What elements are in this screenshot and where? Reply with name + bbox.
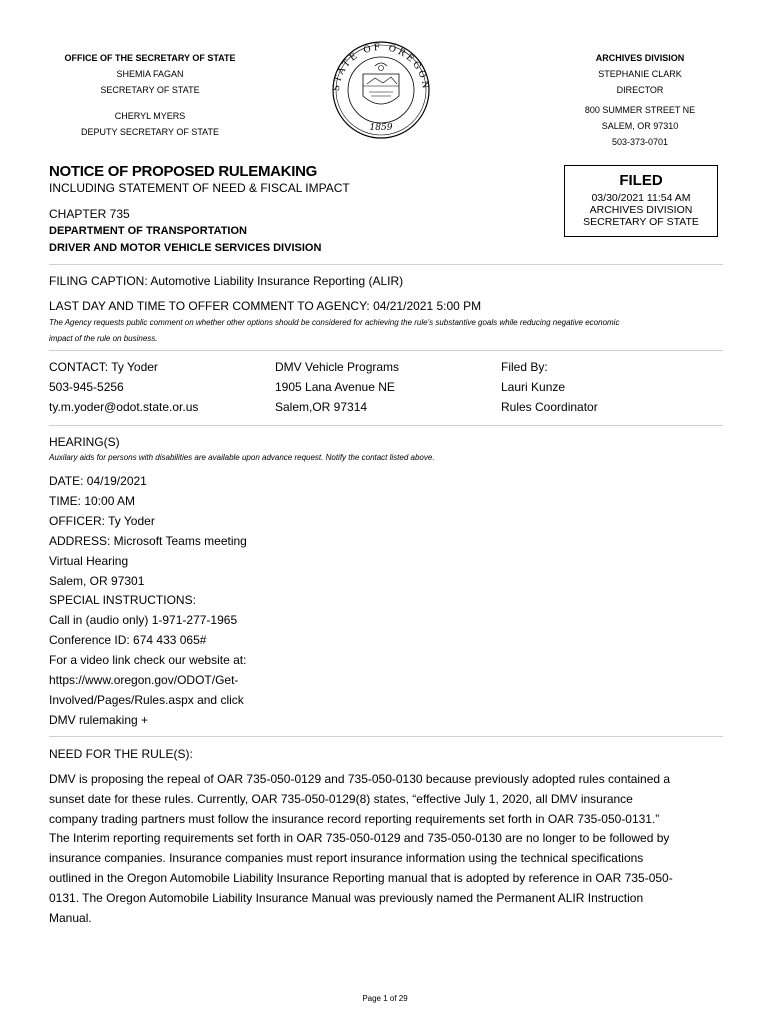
agency-street: 1905 Lana Avenue NE [275, 380, 395, 394]
special-instructions-label: SPECIAL INSTRUCTIONS: [49, 593, 196, 608]
need-line: 0131. The Oregon Automobile Liability Insurance Manual was previously named the Permanent ALIR Instruction [49, 890, 644, 905]
oregon-state-seal [325, 40, 437, 140]
deputy-name: CHERYL MYERS [114, 111, 186, 121]
call-in-number: Call in (audio only) 1-971-277-1965 [49, 613, 238, 628]
filed-division: ARCHIVES DIVISION [589, 204, 693, 216]
video-link-text: For a video link check our website at: [49, 653, 247, 668]
need-line: sunset date for these rules. Currently, OAR 735-050-0129(8) states, “effective July 1, 2020, all DMV insurance [49, 791, 633, 806]
filed-office: SECRETARY OF STATE [583, 216, 699, 228]
agency-address-column [275, 357, 399, 417]
need-line: Manual. [49, 910, 92, 925]
filed-by-name: Lauri Kunze [501, 380, 566, 394]
department-name: DEPARTMENT OF TRANSPORTATION [49, 225, 247, 237]
hearing-officer: OFFICER: Ty Yoder [49, 513, 155, 528]
deputy-title: DEPUTY SECRETARY OF STATE [80, 127, 220, 137]
secretary-title: SECRETARY OF STATE [100, 85, 200, 95]
contact-column [49, 357, 198, 417]
conference-id: Conference ID: 674 433 065# [49, 633, 207, 648]
header-left [40, 50, 260, 140]
archives-division: ARCHIVES DIVISION [595, 53, 685, 63]
archives-street: 800 SUMMER STREET NE [584, 105, 696, 115]
secretary-name: SHEMIA FAGAN [116, 69, 184, 79]
divider [49, 736, 723, 737]
filed-by-label: Filed By: [501, 360, 548, 374]
chapter-number: CHAPTER 735 [49, 207, 130, 221]
director-name: STEPHANIE CLARK [598, 69, 682, 79]
need-body [49, 770, 729, 928]
need-line: outlined in the Oregon Automobile Liability Insurance Reporting manual that is adopted by reference in OAR 735-050- [49, 870, 673, 885]
dmv-rulemaking-text: DMV rulemaking + [49, 712, 149, 727]
need-line: company trading partners must follow the insurance record reporting requirements set forth in OAR 735-050-0131.” [49, 811, 660, 826]
filed-datetime: 03/30/2021 11:54 AM [591, 192, 691, 204]
seal-year: 1859 [369, 123, 393, 133]
contact-email[interactable]: ty.m.yoder@odot.state.or.us [49, 400, 199, 414]
division-name: DRIVER AND MOTOR VEHICLE SERVICES DIVISION [49, 242, 322, 254]
notice-subtitle: INCLUDING STATEMENT OF NEED & FISCAL IMPACT [49, 181, 350, 195]
need-heading: NEED FOR THE RULE(S): [49, 747, 193, 761]
filed-label: FILED [619, 172, 663, 189]
filed-by-column [501, 357, 598, 417]
hearing-details [49, 472, 247, 731]
divider [49, 350, 723, 351]
archives-city: SALEM, OR 97310 [601, 121, 679, 131]
filed-stamp [564, 165, 718, 237]
header-right [530, 50, 750, 150]
divider [49, 264, 723, 265]
hearings-heading: HEARING(S) [49, 435, 120, 449]
hearing-date: DATE: 04/19/2021 [49, 474, 147, 488]
contact-name: CONTACT: Ty Yoder [49, 360, 158, 374]
agency-unit: DMV Vehicle Programs [275, 360, 400, 374]
hearings-note: Auxilary aids for persons with disabilities are available upon advance request. Notify the contact listed above. [49, 453, 435, 462]
comment-note-line2: impact of the rule on business. [49, 334, 158, 343]
comment-note-line1: The Agency requests public comment on whether other options should be considered for achieving the rule's substantive goals while reducing negative economic [49, 318, 620, 327]
seal-text: STATE OF OREGON [331, 42, 431, 92]
divider [49, 425, 723, 426]
last-day-comment: LAST DAY AND TIME TO OFFER COMMENT TO AGENCY: 04/21/2021 5:00 PM [49, 299, 482, 313]
hearing-location-line: Virtual Hearing [49, 553, 129, 568]
need-line: insurance companies. Insurance companies must report insurance information using the technical specifications [49, 851, 644, 866]
need-line: The Interim reporting requirements set forth in OAR 735-050-0129 and 735-050-0130 are no longer to be followed by [49, 831, 670, 846]
office-name: OFFICE OF THE SECRETARY OF STATE [64, 53, 236, 63]
need-line: DMV is proposing the repeal of OAR 735-050-0129 and 735-050-0130 because previously adopted rules contained a [49, 772, 671, 786]
agency-city: Salem,OR 97314 [275, 400, 368, 414]
website-link-cont[interactable]: Involved/Pages/Rules.aspx and click [49, 692, 244, 707]
notice-title: NOTICE OF PROPOSED RULEMAKING [49, 163, 317, 180]
contact-phone: 503-945-5256 [49, 380, 124, 394]
filing-caption: FILING CAPTION: Automotive Liability Insurance Reporting (ALIR) [49, 274, 404, 288]
filed-by-title: Rules Coordinator [501, 400, 598, 414]
hearing-city: Salem, OR 97301 [49, 573, 145, 588]
page-number: Page 1 of 29 [362, 994, 408, 1003]
website-link[interactable]: https://www.oregon.gov/ODOT/Get- [49, 673, 239, 688]
hearing-time: TIME: 10:00 AM [49, 493, 136, 508]
archives-phone: 503-373-0701 [611, 137, 669, 147]
hearing-address: ADDRESS: Microsoft Teams meeting [49, 533, 247, 548]
director-title: DIRECTOR [616, 85, 664, 95]
